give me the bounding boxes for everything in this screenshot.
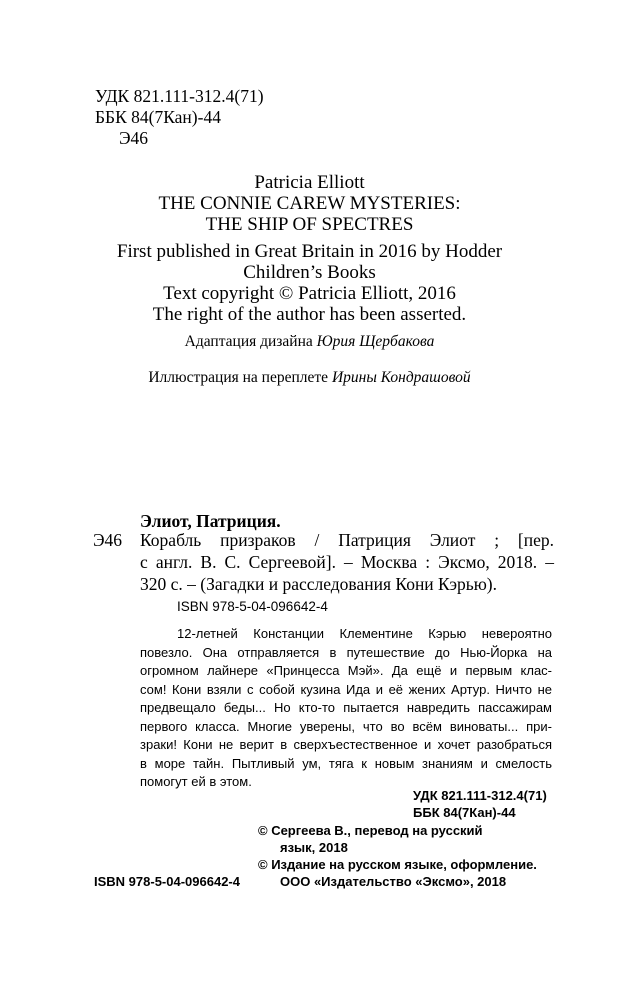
bib-line: с англ. В. С. Сергеевой]. – Москва : Эксмо, 2018. –: [140, 552, 554, 572]
cover-credit: [0, 368, 619, 388]
edition-copyright: © Издание на русском языке, оформление.: [258, 857, 537, 872]
author-mark: Э46: [119, 128, 149, 148]
bib-code: Э46: [93, 530, 123, 550]
annotation-line: предвещало беды... Но кто-то пытается навредить пассажирам: [140, 700, 552, 715]
bib-isbn: ISBN 978-5-04-096642-4: [177, 599, 328, 614]
annotation-line: сом! Кони взяли с собой кузина Ида и её жених Артур. Ничто не: [140, 681, 552, 697]
cover-name: Ирины Кондрашовой: [331, 369, 471, 386]
annotation: [140, 625, 552, 792]
bbk-code: ББК 84(7Кан)-44: [95, 107, 221, 127]
published-line2: Children’s Books: [243, 262, 376, 283]
original-title-line1: THE CONNIE CAREW MYSTERIES:: [158, 193, 461, 214]
cover-label: Иллюстрация на переплете: [148, 369, 329, 386]
udk-bottom: [413, 787, 547, 821]
bbk-bottom-code: ББК 84(7Кан)-44: [413, 805, 516, 820]
design-name: Юрия Щербакова: [316, 333, 435, 350]
original-title-line2: THE SHIP OF SPECTRES: [205, 214, 414, 235]
translation-copyright-cont: язык, 2018: [280, 840, 348, 855]
translation-copyright: © Сергеева В., перевод на русский: [258, 823, 483, 838]
published-line1: First published in Great Britain in 2016 by Hodder: [116, 241, 503, 262]
annotation-line: первого класса. Многие уверены, что во всём виноваты... при-: [140, 718, 552, 734]
annotation-line: помогут ей в этом.: [140, 774, 252, 789]
annotation-line: повезло. Она отправляется в путешествие до Нью-Йорка на: [140, 644, 552, 660]
design-label: Адаптация дизайна: [184, 333, 313, 350]
udk-code: УДК 821.111-312.4(71): [95, 86, 264, 106]
design-credit: [0, 332, 619, 352]
bib-line: 320 с. – (Загадки и расследования Кони Кэрью).: [140, 574, 498, 594]
bib-description: [140, 529, 554, 595]
copyright-line: Text copyright © Patricia Elliott, 2016: [163, 283, 456, 304]
publisher-copyright: ООО «Издательство «Эксмо», 2018: [280, 874, 507, 889]
isbn-bottom: ISBN 978-5-04-096642-4: [94, 874, 240, 889]
annotation-line: в море тайн. Пытливый ум, тяга к новым знаниям и смелость: [140, 755, 552, 771]
annotation-line: огромном лайнере «Принцесса Мэй». Да ещё и первым клас-: [140, 663, 552, 678]
original-author: Patricia Elliott: [254, 172, 365, 193]
annotation-line: 12-летней Констанции Клементине Кэрью невероятно: [177, 626, 552, 641]
bib-line: Корабль призраков / Патриция Элиот ; [пер.: [140, 530, 554, 550]
udk-bottom-code: УДК 821.111-312.4(71): [413, 788, 547, 803]
annotation-line: зраки! Кони не верит в сверхъестественное и хочет разобраться: [140, 737, 552, 752]
copyright-block: [258, 822, 537, 890]
bib-heading: Элиот, Патриция.: [140, 511, 281, 531]
rights-line: The right of the author has been asserted.: [152, 304, 467, 325]
udk-block: [95, 86, 264, 149]
